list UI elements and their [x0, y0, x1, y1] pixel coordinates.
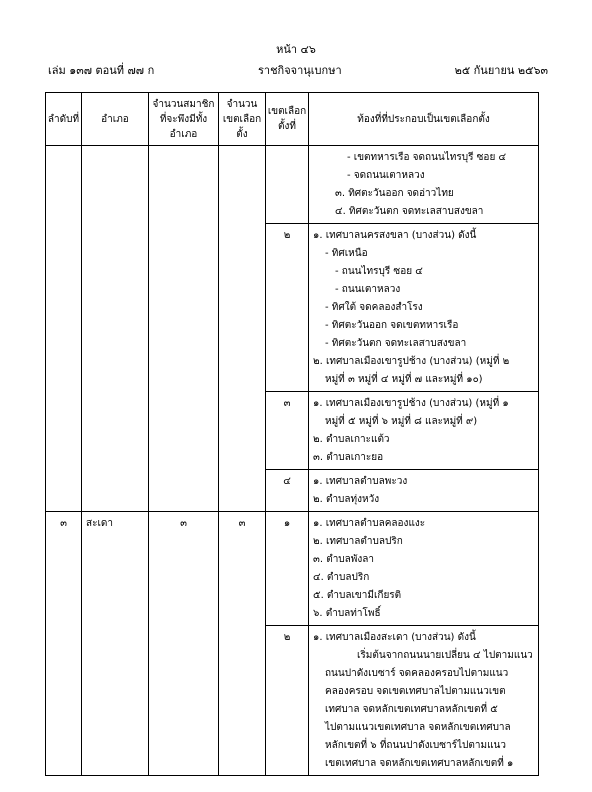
order-cell [46, 146, 82, 512]
area-line: - ทิศเหนือ [325, 248, 368, 259]
gazette-title: ราชกิจจานุเบกษา [258, 64, 342, 77]
area-description-cell [309, 626, 539, 776]
zone-count-cell: ๓ [219, 512, 266, 776]
area-line: ถนนปาดังเบซาร์ จดคลองครอบไปตามแนว [325, 668, 509, 679]
area-line: ๖. ตำบลท่าโพธิ์ [313, 608, 381, 619]
electoral-districts-table [45, 92, 539, 776]
area-line: - ทิศตะวันออก จดเขตทหารเรือ [325, 320, 459, 331]
table-header-row [46, 93, 539, 146]
area-description-cell [309, 224, 539, 392]
area-line: - ทิศตะวันตก จดทะเลสาบสงขลา [325, 338, 467, 349]
area-line: ๒. เทศบาลเมืองเขารูปช้าง (บางส่วน) (หมู่ที่ ๒ [313, 356, 510, 367]
header-zone-number: เขตเลือกตั้งที่ [266, 93, 309, 146]
area-description-cell [309, 512, 539, 626]
area-line: หมู่ที่ ๓ หมู่ที่ ๔ หมู่ที่ ๗ และหมู่ที่ ๑๐) [325, 374, 483, 385]
area-line: ๕. ตำบลเขามีเกียรติ [313, 590, 402, 601]
area-line: - เขตทหารเรือ จดถนนไทรบุรี ซอย ๔ [347, 152, 507, 163]
area-line: - จดถนนเตาหลวง [347, 170, 425, 181]
area-line: ๓. ทิศตะวันออก จดอ่าวไทย [335, 188, 454, 199]
area-line: ๒. ตำบลเกาะแต้ว [313, 434, 390, 445]
area-line: เขตเทศบาล จดหลักเขตเทศบาลหลักเขตที่ ๑ [325, 758, 514, 769]
area-line: ๓. ตำบลพังลา [313, 554, 374, 565]
area-description-cell [309, 392, 539, 470]
page-number: หน้า ๔๖ [276, 43, 316, 56]
district-cell [82, 146, 149, 512]
header-zone-count: จำนวนเขตเลือกตั้ง [219, 93, 266, 146]
area-line: คลองครอบ จดเขตเทศบาลไปตามแนวเขต [325, 686, 506, 697]
area-line: ๒. ตำบลทุ่งหวัง [313, 494, 380, 505]
area-line: ๑. เทศบาลเมืองสะเดา (บางส่วน) ดังนี้ [313, 632, 476, 643]
area-line: ๑. เทศบาลตำบลพะวง [313, 476, 408, 487]
area-line: ไปตามแนวเขตเทศบาล จดหลักเขตเทศบาล [325, 722, 511, 733]
volume-info: เล่ม ๑๓๗ ตอนที่ ๗๗ ก [48, 64, 155, 77]
zone-number-cell: ๓ [266, 392, 309, 470]
table-row [46, 512, 539, 626]
area-description-cell [309, 470, 539, 512]
area-line: ๑. เทศบาลตำบลคลองแงะ [313, 518, 426, 529]
area-line: เริ่มต้นจากถนนนายเปลี่ยน ๔ ไปตามแนว [357, 650, 533, 661]
area-line: ๑. เทศบาลเมืองเขารูปช้าง (บางส่วน) (หมู่ที่ ๑ [313, 398, 509, 409]
area-line: - ทิศใต้ จดคลองสำโรง [325, 302, 423, 313]
header-area: ท้องที่ที่ประกอบเป็นเขตเลือกตั้ง [309, 93, 539, 146]
header-members: จำนวนสมาชิกที่จะพึงมีทั้งอำเภอ [149, 93, 219, 146]
area-line: หลักเขตที่ ๖ ที่ถนนปาดังเบซาร์ไปตามแนว [325, 740, 506, 751]
members-cell [149, 146, 219, 512]
zone-number-cell: ๒ [266, 626, 309, 776]
header-district: อำเภอ [82, 93, 149, 146]
header-order: ลำดับที่ [46, 93, 82, 146]
area-line: ๔. ทิศตะวันตก จดทะเลสาบสงขลา [335, 206, 484, 217]
zone-count-cell [219, 146, 266, 512]
order-cell: ๓ [46, 512, 82, 776]
zone-number-cell: ๒ [266, 224, 309, 392]
gazette-date: ๒๕ กันยายน ๒๕๖๓ [454, 64, 548, 77]
area-line: หมู่ที่ ๕ หมู่ที่ ๖ หมู่ที่ ๘ และหมู่ที่ ๙) [325, 416, 478, 427]
zone-number-cell: ๑ [266, 512, 309, 626]
area-line: ๑. เทศบาลนครสงขลา (บางส่วน) ดังนี้ [313, 230, 477, 241]
district-cell: สะเดา [82, 512, 149, 776]
area-line: - ถนนเตาหลวง [335, 284, 401, 295]
members-cell: ๓ [149, 512, 219, 776]
area-description-cell [309, 146, 539, 224]
area-line: ๔. ตำบลปริก [313, 572, 370, 583]
area-line: - ถนนไทรบุรี ซอย ๔ [335, 266, 423, 277]
zone-number-cell: ๔ [266, 470, 309, 512]
zone-number-cell [266, 146, 309, 224]
area-line: เทศบาล จดหลักเขตเทศบาลหลักเขตที่ ๕ [325, 704, 498, 715]
area-line: ๓. ตำบลเกาะยอ [313, 452, 384, 463]
table-row [46, 146, 539, 224]
area-line: ๒. เทศบาลตำบลปริก [313, 536, 403, 547]
